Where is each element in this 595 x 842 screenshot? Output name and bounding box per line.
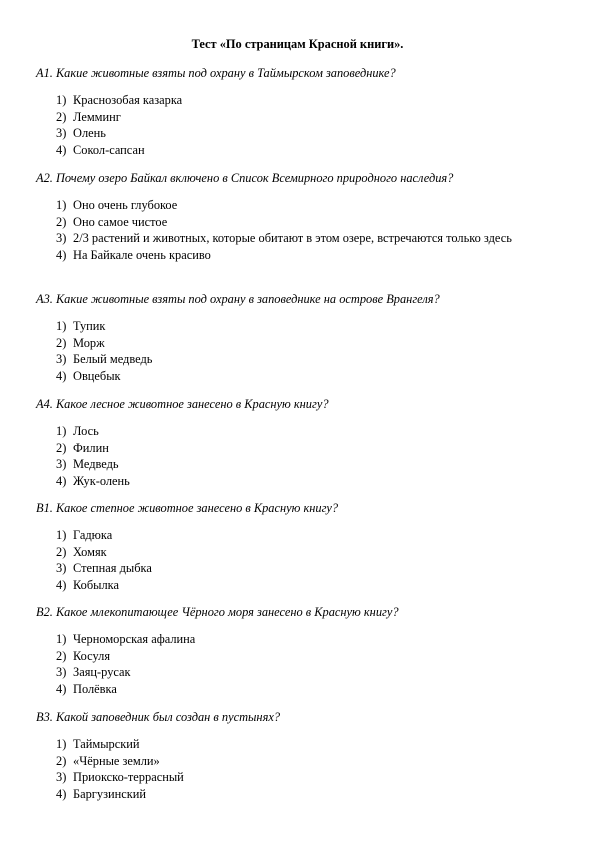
answer-text: Оно самое чистое bbox=[73, 214, 168, 229]
answer-option bbox=[56, 456, 566, 473]
answer-list bbox=[56, 92, 566, 158]
question-b2 bbox=[36, 604, 566, 696]
answer-option bbox=[56, 544, 566, 561]
answer-option bbox=[56, 736, 566, 753]
answer-list bbox=[56, 423, 566, 489]
question-text: А4. Какое лесное животное занесено в Красную книгу? bbox=[36, 397, 329, 411]
answer-number: 3) bbox=[56, 561, 67, 576]
answer-list bbox=[56, 631, 566, 697]
answer-list bbox=[56, 736, 566, 802]
answer-text: Хомяк bbox=[73, 544, 107, 559]
page-title: Тест «По страницам Красной книги». bbox=[191, 37, 404, 51]
question-text: А3. Какие животные взяты под охрану в заповеднике на острове Врангеля? bbox=[36, 292, 440, 306]
question-a1 bbox=[36, 65, 566, 157]
question-text: А1. Какие животные взяты под охрану в Таймырском заповеднике? bbox=[36, 66, 396, 80]
answer-text: Филин bbox=[73, 440, 109, 455]
answer-number: 4) bbox=[56, 786, 67, 801]
answer-text: Олень bbox=[73, 126, 106, 141]
answer-text: Тупик bbox=[73, 319, 106, 333]
answer-number: 3) bbox=[56, 126, 67, 141]
answer-text: Степная дыбка bbox=[73, 561, 152, 576]
answer-number: 3) bbox=[56, 770, 67, 785]
answer-option bbox=[56, 753, 566, 770]
answer-option bbox=[56, 197, 566, 214]
question-a2 bbox=[36, 170, 566, 262]
answer-number: 1) bbox=[56, 737, 67, 751]
answer-number: 1) bbox=[56, 528, 67, 542]
answer-number: 1) bbox=[56, 93, 67, 107]
answer-number: 3) bbox=[56, 665, 67, 680]
answer-text: Черноморская афалина bbox=[73, 632, 196, 646]
answer-number: 1) bbox=[56, 424, 67, 438]
answer-option bbox=[56, 368, 566, 385]
answer-text: Таймырский bbox=[73, 737, 140, 751]
answer-list bbox=[56, 527, 566, 593]
answer-option bbox=[56, 92, 566, 109]
answer-number: 2) bbox=[56, 544, 67, 559]
answer-option bbox=[56, 560, 566, 577]
answer-option bbox=[56, 351, 566, 368]
answer-list bbox=[56, 318, 566, 384]
answer-option bbox=[56, 423, 566, 440]
answer-option bbox=[56, 440, 566, 457]
answer-list bbox=[56, 197, 566, 263]
answer-text: Приокско-террасный bbox=[73, 770, 184, 785]
answer-option bbox=[56, 109, 566, 126]
question-b3 bbox=[36, 709, 566, 801]
answer-text: Лемминг bbox=[73, 109, 121, 124]
answer-number: 4) bbox=[56, 247, 67, 262]
answer-text: Медведь bbox=[73, 457, 119, 472]
answer-option bbox=[56, 335, 566, 352]
answer-number: 4) bbox=[56, 473, 67, 488]
answer-option bbox=[56, 318, 566, 335]
answer-number: 2) bbox=[56, 109, 67, 124]
answer-number: 1) bbox=[56, 632, 67, 646]
answer-option bbox=[56, 631, 566, 648]
answer-option bbox=[56, 769, 566, 786]
answer-text: «Чёрные земли» bbox=[73, 753, 160, 768]
answer-text: Оно очень глубокое bbox=[73, 198, 178, 212]
answer-number: 3) bbox=[56, 457, 67, 472]
question-text: В1. Какое степное животное занесено в Красную книгу? bbox=[36, 501, 339, 515]
answer-text: Кобылка bbox=[73, 577, 119, 592]
answer-option bbox=[56, 664, 566, 681]
answer-number: 1) bbox=[56, 198, 67, 212]
answer-option bbox=[56, 648, 566, 665]
answer-number: 2) bbox=[56, 648, 67, 663]
answer-number: 2) bbox=[56, 214, 67, 229]
answer-text: Лось bbox=[73, 424, 99, 438]
question-text: А2. Почему озеро Байкал включено в Список Всемирного природного наследия? bbox=[36, 171, 454, 185]
answer-number: 1) bbox=[56, 319, 67, 333]
answer-number: 4) bbox=[56, 577, 67, 592]
answer-number: 3) bbox=[56, 352, 67, 367]
answer-option bbox=[56, 125, 566, 142]
answer-number: 4) bbox=[56, 142, 67, 157]
answer-text: Краснозобая казарка bbox=[73, 93, 183, 107]
answer-text: Овцебык bbox=[73, 368, 121, 383]
answer-number: 4) bbox=[56, 681, 67, 696]
answer-option bbox=[56, 473, 566, 490]
answer-option bbox=[56, 786, 566, 803]
question-text: В2. Какое млекопитающее Чёрного моря занесено в Красную книгу? bbox=[36, 605, 399, 619]
answer-option bbox=[56, 527, 566, 544]
answer-text: Заяц-русак bbox=[73, 665, 131, 680]
answer-text: Косуля bbox=[73, 648, 111, 663]
answer-text: Белый медведь bbox=[73, 352, 153, 367]
answer-text: Баргузинский bbox=[73, 786, 147, 801]
answer-number: 2) bbox=[56, 440, 67, 455]
answer-text: Гадюка bbox=[73, 528, 113, 542]
answer-option bbox=[56, 230, 566, 247]
question-b1 bbox=[36, 500, 566, 592]
question-a3 bbox=[36, 291, 566, 383]
question-text: В3. Какой заповедник был создан в пустынях? bbox=[36, 710, 281, 724]
answer-text: 2/3 растений и животных, которые обитают в этом озере, встречаются только здесь bbox=[73, 231, 512, 246]
answer-option bbox=[56, 681, 566, 698]
answer-option bbox=[56, 214, 566, 231]
answer-number: 2) bbox=[56, 753, 67, 768]
question-a4 bbox=[36, 396, 566, 488]
answer-text: Жук-олень bbox=[73, 473, 130, 488]
answer-text: Сокол-сапсан bbox=[73, 142, 145, 157]
answer-option bbox=[56, 577, 566, 594]
answer-number: 4) bbox=[56, 368, 67, 383]
answer-option bbox=[56, 142, 566, 159]
answer-text: Полёвка bbox=[73, 681, 117, 696]
answer-text: На Байкале очень красиво bbox=[73, 247, 211, 262]
answer-option bbox=[56, 247, 566, 264]
answer-number: 2) bbox=[56, 335, 67, 350]
answer-number: 3) bbox=[56, 231, 67, 246]
answer-text: Морж bbox=[73, 335, 105, 350]
